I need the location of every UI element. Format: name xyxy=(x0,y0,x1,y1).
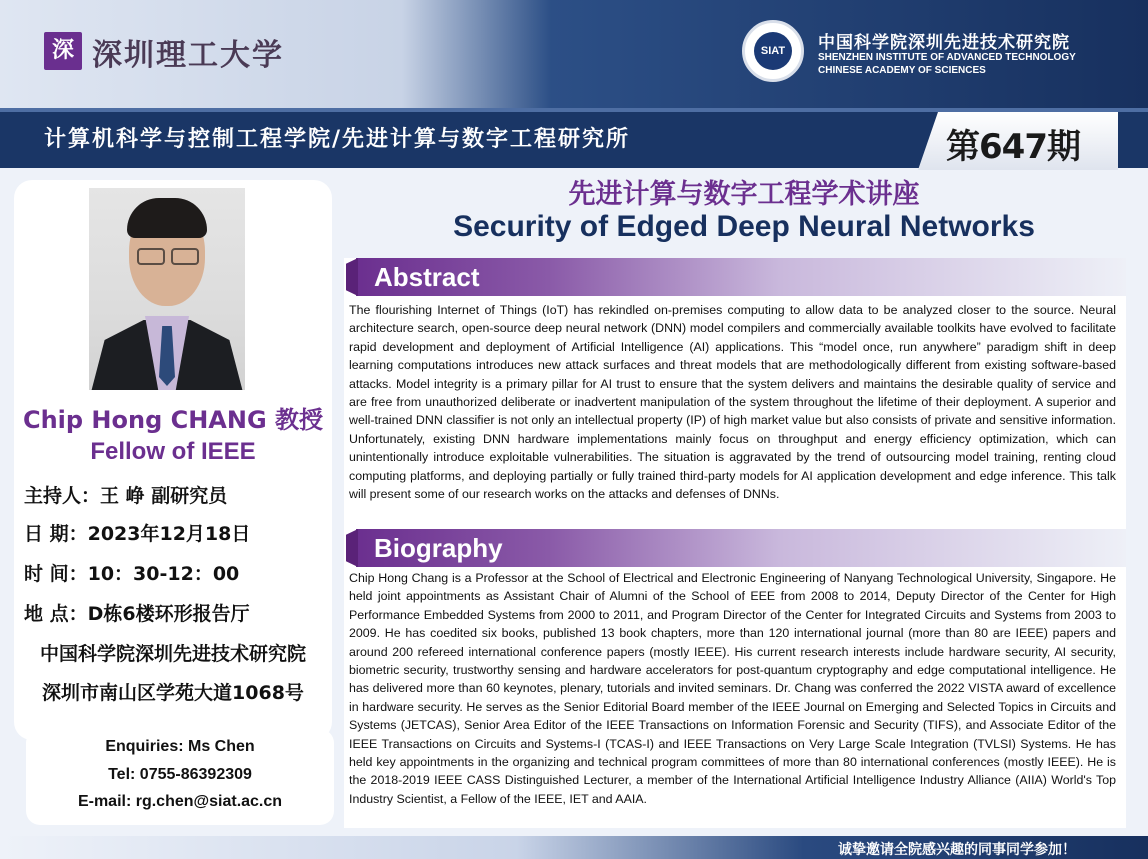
enquiries-email[interactable]: E-mail: rg.chen@siat.ac.cn xyxy=(77,793,283,810)
siat-name-en-line1: SHENZHEN INSTITUTE OF ADVANCED TECHNOLOGY xyxy=(818,52,1076,63)
siat-name-cn: 中国科学院深圳先进技术研究院 xyxy=(818,33,1070,53)
photo-glasses-left xyxy=(137,248,165,265)
issue-number: 第647期 xyxy=(946,127,1080,167)
abstract-heading: Abstract xyxy=(374,262,480,292)
footer-invitation: 诚挚邀请全院感兴趣的同事同学参加！ xyxy=(838,842,1076,858)
photo-glasses-right xyxy=(171,248,199,265)
biography-heading: Biography xyxy=(374,533,503,563)
university-logo: 深 xyxy=(44,32,82,70)
date-line: 日 期：2023年12月18日 xyxy=(24,523,251,545)
siat-logo-text: SIAT xyxy=(754,32,792,70)
siat-logo xyxy=(742,20,804,82)
photo-hair xyxy=(127,198,207,238)
university-name: 深圳理工大学 xyxy=(92,38,284,73)
speaker-name: Chip Hong CHANG 教授 xyxy=(22,406,324,434)
biography-header-tab xyxy=(346,529,358,567)
lecture-series-title: 先进计算与数字工程学术讲座 xyxy=(568,179,920,210)
speaker-photo xyxy=(89,188,245,390)
time-line: 时 间：10：30-12：00 xyxy=(24,563,240,585)
siat-name-en-line2: CHINESE ACADEMY OF SCIENCES xyxy=(818,65,986,76)
abstract-header-tab xyxy=(346,258,358,296)
place-line: 地 点：D栋6楼环形报告厅 xyxy=(24,603,250,625)
institute-line: 中国科学院深圳先进技术研究院 xyxy=(39,643,306,665)
enquiries-tel: Tel: 0755-86392309 xyxy=(108,766,252,783)
band-highlight xyxy=(0,108,1148,112)
enquiries-contact: Enquiries: Ms Chen xyxy=(105,738,255,755)
college-title: 计算机科学与控制工程学院/先进计算与数字工程研究所 xyxy=(44,127,631,152)
biography-text: Chip Hong Chang is a Professor at the School of Electrical and Electronic Engineering of Nanyang Technological University, Singapore. He held joint appointments as Assistant Chair of Alumni of the School of EEE from 2008 to 2014, Deputy Director of the Center for High Performance Embedded Systems from 2000 to 2011, and Program Director of the Center for Integrated Circuits and Systems from 2003 to 2009. He has coedited six books, published 13 book chapters, more than 120 international journal (more than 80 are IEEE) papers and around 200 refereed international conference papers (mostly IEEE). His current research interests include hardware security, AI security, biometric security, trustworthy sensing and hardware accelerators for post-quantum cryptography and edge computational intelligence. He has delivered more than 60 keynotes, plenary, tutorials and invited seminars. Dr. Chang was conferred the 2022 VISTA award of excellence in hardware security. He serves as the Senior Editorial Board member of the IEEE Journal on Emerging and Selected Topics in Circuits and Systems (JETCAS), Senior Area Editor of the IEEE Transactions on Information Forensic and Security (TIFS), and Associate Editor of the IEEE Transactions on Circuits and Systems-I (TCAS-I) and IEEE Transactions on Very Large Scale Integration (TVLSI) Systems. He has held key appointments in the organizing and technical program committees of more than 80 international conferences (mostly IEEE). He is the 2018-2019 IEEE CASS Distinguished Lecturer, a member of the International Artificial Intelligence Industry Alliance (AIIA) World's Top Industry Scientist, a Fellow of the IEEE, IET and AAIA. xyxy=(349,571,1116,806)
address-line: 深圳市南山区学苑大道1068号 xyxy=(42,682,304,704)
talk-title: Security of Edged Deep Neural Networks xyxy=(453,210,1035,243)
abstract-text: The flourishing Internet of Things (IoT) has rekindled on-premises computing to allow data to be analyzed closer to the source. Neural architecture search, open-source deep neural network (DNN) model compilers and commercially available toolkits have evolved to facilitate rapid development and deployment of Artificial Intelligence (AI) applications. This “model once, run anywhere” paradigm shift in deep learning computations introduces new attack surfaces and threat models that are methodologically different from existing software-based attacks. Model integrity is a primary pillar for AI trust to ensure that the system delivers and maintains the desirable quality of service and are free from unauthorized deliberate or inadvertent manipulation of the system throughout the lifetime of their deployment. A superior and well-trained DNN classifier is not only an intellectual property (IP) of high market value but also consists of private and sensitive information. Unfortunately, existing DNN hardware implementations mainly focus on throughput and energy efficiency optimization, which can unintentionally introduce exploitable vulnerabilities. The situation is aggravated by the trend of outsourcing model training, renting cloud computing platforms, and deploying partially or fully trained third-party models for AI application development and edge inference. This talk will present some of our research works on the attacks and defenses of DNNs. xyxy=(349,303,1116,502)
speaker-title: Fellow of IEEE xyxy=(90,438,256,465)
host-line: 主持人：王 峥 副研究员 xyxy=(24,485,228,507)
